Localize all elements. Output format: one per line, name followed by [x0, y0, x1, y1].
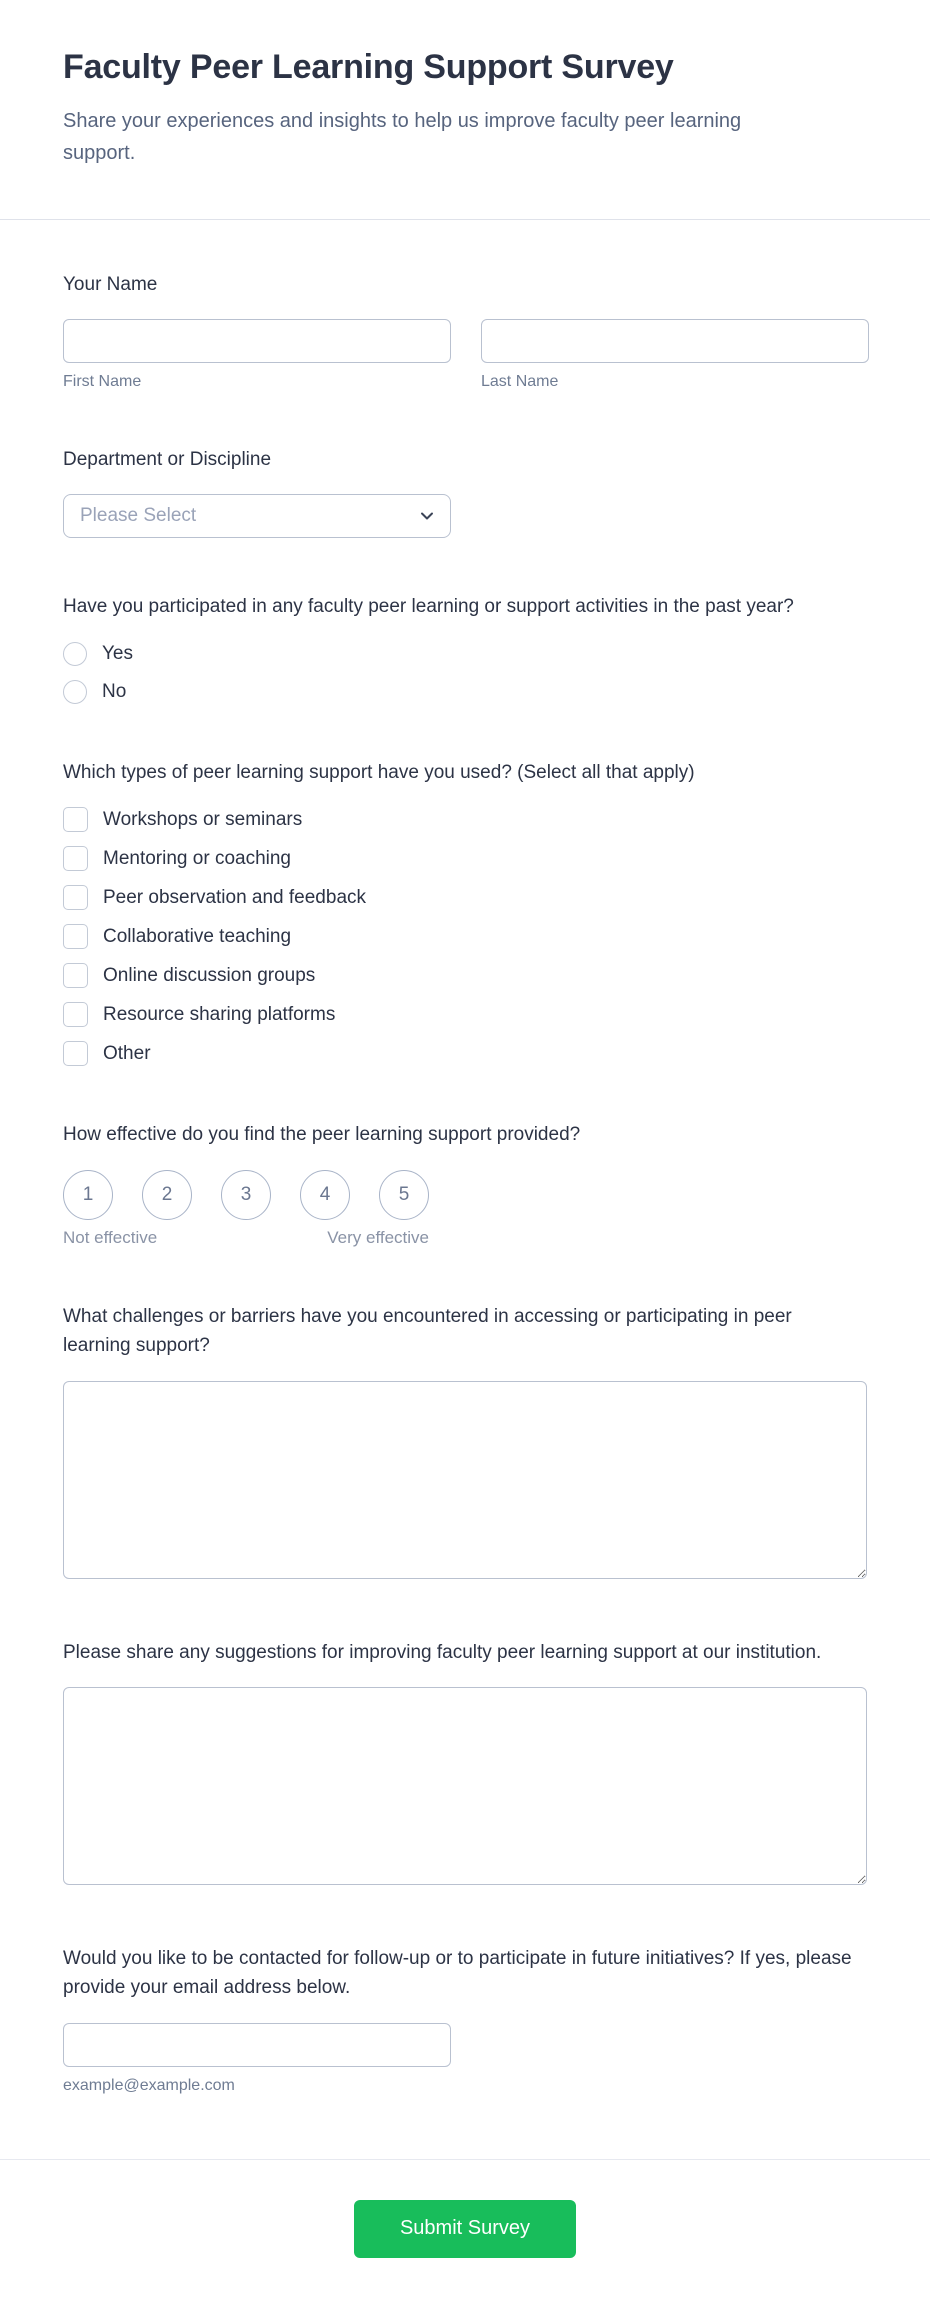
first-name-col [63, 319, 451, 391]
question-name [63, 270, 867, 391]
first-name-sublabel: First Name [63, 372, 142, 390]
radio-option-yes-label: Yes [102, 642, 133, 664]
checkbox-option-label: Workshops or seminars [103, 808, 303, 830]
scale-option-5[interactable]: 5 [379, 1170, 429, 1220]
scale-max-label: Very effective [327, 1227, 429, 1247]
form-title: Faculty Peer Learning Support Survey [63, 48, 674, 86]
question-name-label: Your Name [63, 273, 158, 295]
first-name-input[interactable] [63, 319, 451, 363]
form-header [0, 0, 930, 219]
question-effectiveness-label: How effective do you find the peer learning support provided? [63, 1124, 581, 1146]
scale-row [63, 1170, 867, 1220]
question-types [63, 758, 867, 1066]
checkbox-option-label: Resource sharing platforms [103, 1003, 336, 1025]
question-contact-email [63, 1944, 867, 2095]
checkbox-option-label: Collaborative teaching [103, 925, 292, 947]
challenges-textarea[interactable] [63, 1381, 867, 1579]
last-name-col [481, 319, 869, 391]
radio-option-no-label: No [102, 680, 127, 702]
scale-option-2[interactable]: 2 [142, 1170, 192, 1220]
checkbox-option-label: Peer observation and feedback [103, 886, 367, 908]
checkbox-option-label: Mentoring or coaching [103, 847, 291, 869]
question-effectiveness [63, 1120, 867, 1247]
scale-option-1[interactable]: 1 [63, 1170, 113, 1220]
question-participated [63, 592, 867, 703]
chevron-down-icon [418, 507, 436, 525]
checkbox-option-mentoring[interactable] [63, 846, 867, 871]
checkbox-option-peer-observation[interactable] [63, 885, 867, 910]
checkbox-option-label: Other [103, 1042, 151, 1064]
department-select-placeholder: Please Select [80, 505, 197, 527]
email-input[interactable] [63, 2023, 451, 2067]
last-name-sublabel: Last Name [481, 372, 559, 390]
radio-option-yes[interactable] [63, 642, 867, 666]
checkbox-icon[interactable] [63, 924, 88, 949]
checkbox-icon[interactable] [63, 963, 88, 988]
checkbox-icon[interactable] [63, 1041, 88, 1066]
last-name-input[interactable] [481, 319, 869, 363]
form-subtitle: Share your experiences and insights to help us improve faculty peer learning support. [63, 109, 742, 164]
question-department [63, 445, 867, 538]
radio-button-icon[interactable] [63, 642, 87, 666]
question-contact-email-label: Would you like to be contacted for follow-up or to participate in future initiatives? If yes, please provide your email address below. [63, 1948, 852, 1999]
scale-option-4[interactable]: 4 [300, 1170, 350, 1220]
form-body [0, 220, 930, 2159]
checkbox-option-other[interactable] [63, 1041, 867, 1066]
radio-option-no[interactable] [63, 680, 867, 704]
scale-option-3[interactable]: 3 [221, 1170, 271, 1220]
question-department-label: Department or Discipline [63, 448, 272, 470]
name-row [63, 319, 867, 391]
checkbox-option-workshops[interactable] [63, 807, 867, 832]
question-challenges-label: What challenges or barriers have you encountered in accessing or participating in peer learning support? [63, 1305, 792, 1357]
submit-survey-button[interactable]: Submit Survey [354, 2200, 576, 2258]
question-challenges [63, 1302, 867, 1584]
checkbox-icon[interactable] [63, 1002, 88, 1027]
checkbox-option-resource-sharing[interactable] [63, 1002, 867, 1027]
suggestions-textarea[interactable] [63, 1687, 867, 1885]
question-participated-label: Have you participated in any faculty peer learning or support activities in the past year? [63, 596, 794, 618]
checkbox-option-label: Online discussion groups [103, 964, 316, 986]
radio-button-icon[interactable] [63, 680, 87, 704]
checkbox-option-online-discussion[interactable] [63, 963, 867, 988]
submit-bar [0, 2159, 930, 2310]
checkbox-icon[interactable] [63, 846, 88, 871]
checkbox-option-collaborative-teaching[interactable] [63, 924, 867, 949]
checkbox-icon[interactable] [63, 807, 88, 832]
checkbox-icon[interactable] [63, 885, 88, 910]
question-suggestions-label: Please share any suggestions for improving faculty peer learning support at our institution. [63, 1641, 822, 1663]
scale-labels [63, 1228, 429, 1248]
question-suggestions [63, 1638, 867, 1890]
scale-min-label: Not effective [63, 1227, 158, 1247]
department-select[interactable] [63, 494, 451, 538]
email-sublabel: example@example.com [63, 2076, 235, 2094]
question-types-label: Which types of peer learning support have you used? (Select all that apply) [63, 761, 695, 783]
